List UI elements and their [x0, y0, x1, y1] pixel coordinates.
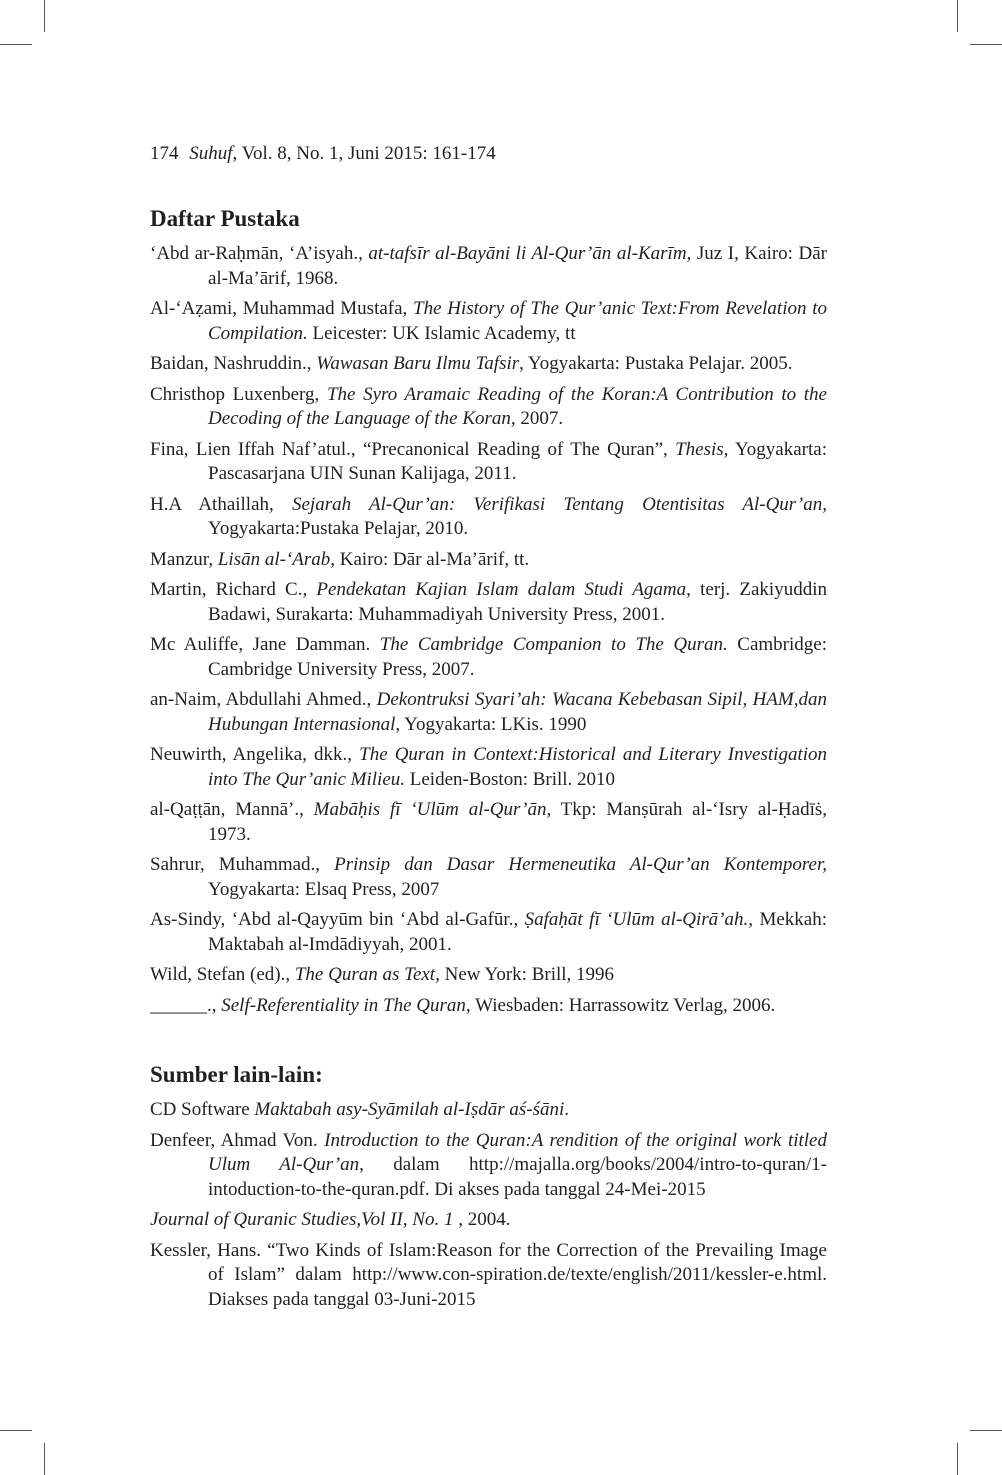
crop-mark — [957, 1443, 958, 1475]
reference-entry: Martin, Richard C., Pendekatan Kajian Islam dalam Studi Agama, terj. Zakiyuddin Badawi, Surakarta: Muhammadiyah University Press, 2001. — [150, 579, 827, 625]
crop-mark — [970, 1430, 1002, 1431]
reference-entry: As-Sindy, ‘Abd al-Qayyūm bin ‘Abd al-Gafūr., Ṣafaḥāt fī ‘Ulūm al-Qirā’ah., Mekkah: Maktabah al-Imdādiyyah, 2001. — [150, 909, 827, 955]
reference-entry: H.A Athaillah, Sejarah Al-Qur’an: Verifikasi Tentang Otentisitas Al-Qur’an, Yogyakarta:Pustaka Pelajar, 2010. — [150, 493, 827, 539]
reference-entry: al-Qaṭṭān, Mannā’., Mabāḥis fī ‘Ulūm al-Qur’ān, Tkp: Manṣūrah al-‘Isry al-Ḥadīṡ, 1973. — [150, 799, 827, 845]
reference-entry: Denfeer, Ahmad Von. Introduction to the Quran:A rendition of the original work titled Ulum Al-Qur’an, dalam http://majalla.org/books/2004/intro-to-quran/1-intoduction-to-the-quran.pdf. Di akses pada tanggal 24-Mei-2015 — [150, 1129, 827, 1200]
reference-entry: ‘Abd ar-Raḥmān, ‘A’isyah., at-tafsīr al-Bayāni li Al-Qur’ān al-Karīm, Juz I, Kairo: Dār al-Ma’ārif, 1968. — [150, 243, 827, 289]
journal-name: Suhuf — [189, 143, 233, 164]
sumber-lain-heading: Sumber lain-lain: — [150, 1062, 323, 1087]
crop-mark — [44, 1443, 45, 1475]
crop-mark — [0, 44, 32, 45]
reference-entry: Al-‘Aẓami, Muhammad Mustafa, The History of The Qur’anic Text:From Revelation to Compilation. Leicester: UK Islamic Academy, tt — [150, 298, 827, 344]
reference-entry: Kessler, Hans. “Two Kinds of Islam:Reason for the Correction of the Prevailing Image of Islam” dalam http://www.con-spiration.de/texte/english/2011/kessler-e.html. Diakses pada tanggal 03-Juni-2015 — [150, 1239, 827, 1310]
reference-entry: Journal of Quranic Studies,Vol II, No. 1 , 2004. — [150, 1209, 511, 1230]
crop-mark — [957, 0, 958, 32]
reference-entry: ______., Self-Referentiality in The Quran, Wiesbaden: Harrassowitz Verlag, 2006. — [150, 994, 776, 1016]
reference-entry: Christhop Luxenberg, The Syro Aramaic Reading of the Koran:A Contribution to the Decoding of the Language of the Koran, 2007. — [150, 383, 827, 429]
page-number: 174 — [150, 143, 179, 164]
reference-entry: CD Software Maktabah asy-Syāmilah al-Iṣdār aś-śāni. — [150, 1099, 570, 1120]
reference-entry: Wild, Stefan (ed)., The Quran as Text, New York: Brill, 1996 — [150, 964, 615, 985]
reference-entry: Fina, Lien Iffah Naf’atul., “Precanonical Reading of The Quran”, Thesis, Yogyakarta: Pascasarjana UIN Sunan Kalijaga, 2011. — [150, 438, 827, 484]
reference-entry: Sahrur, Muhammad., Prinsip dan Dasar Hermeneutika Al-Qur’an Kontemporer, Yogyakarta: Elsaq Press, 2007 — [150, 854, 827, 900]
daftar-pustaka-heading: Daftar Pustaka — [150, 206, 300, 231]
crop-mark — [44, 0, 45, 32]
reference-entry: an-Naim, Abdullahi Ahmed., Dekontruksi Syari’ah: Wacana Kebebasan Sipil, HAM,dan Hubungan Internasional, Yogyakarta: LKis. 1990 — [150, 689, 827, 735]
daftar-pustaka-list — [150, 242, 827, 1018]
running-header — [150, 140, 496, 168]
crop-mark — [0, 1430, 32, 1431]
journal-details: , Vol. 8, No. 1, Juni 2015: 161-174 — [232, 143, 496, 164]
reference-entry: Manzur, Lisān al-‘Arab, Kairo: Dār al-Ma’ārif, tt. — [150, 548, 530, 570]
bibliography — [150, 200, 827, 1318]
sumber-lain-list — [150, 1098, 827, 1312]
reference-entry: Neuwirth, Angelika, dkk., The Quran in Context:Historical and Literary Investigation into The Qur’anic Milieu. Leiden-Boston: Brill. 2010 — [150, 744, 828, 790]
crop-mark — [970, 44, 1002, 45]
reference-entry: Baidan, Nashruddin., Wawasan Baru Ilmu Tafsir, Yogyakarta: Pustaka Pelajar. 2005. — [150, 353, 793, 374]
reference-entry: Mc Auliffe, Jane Damman. The Cambridge Companion to The Quran. Cambridge: Cambridge University Press, 2007. — [150, 634, 827, 680]
